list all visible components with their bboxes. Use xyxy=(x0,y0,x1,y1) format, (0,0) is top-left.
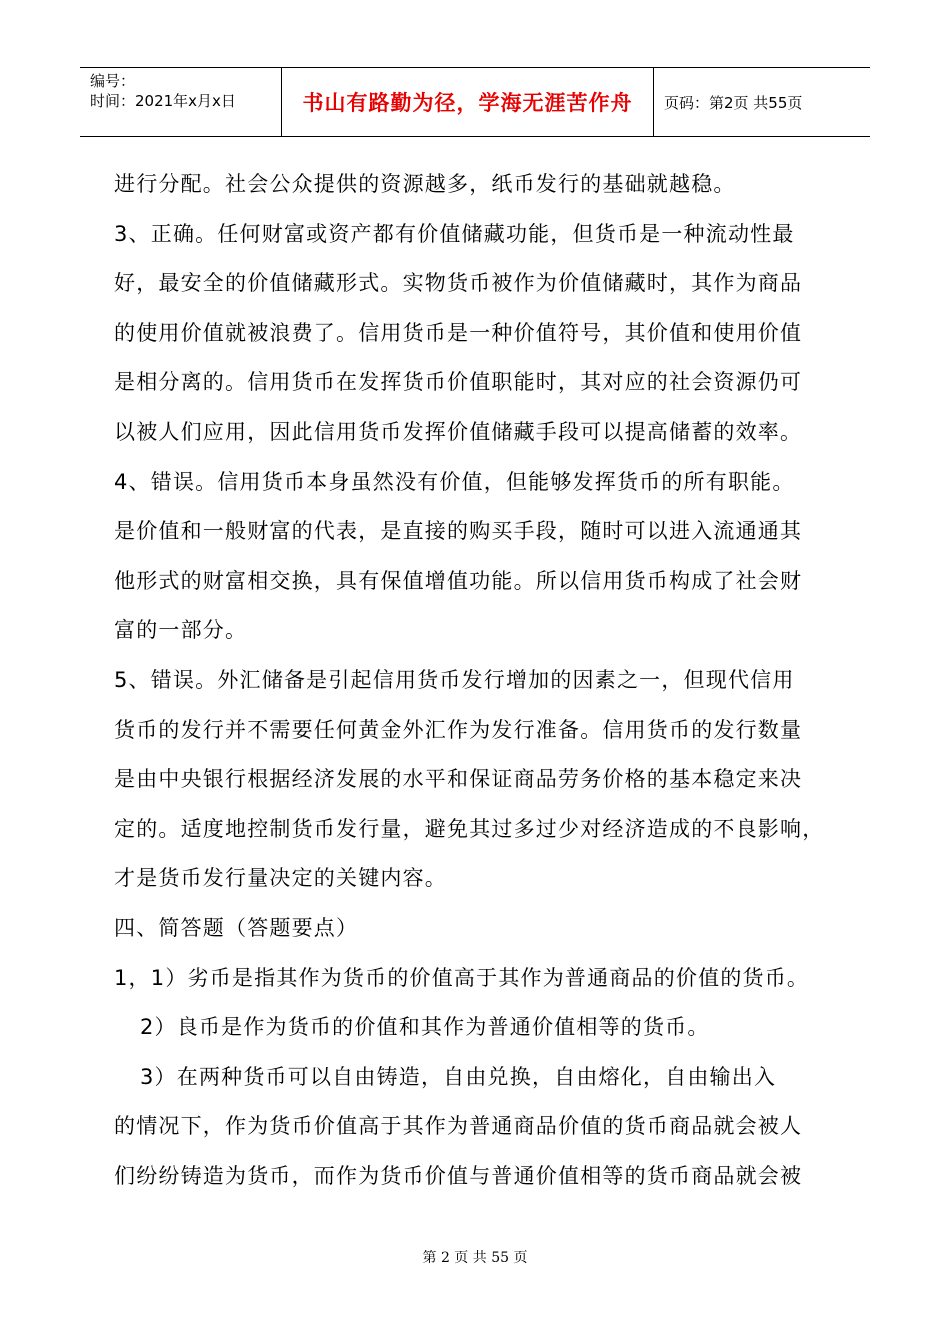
body-line: 富的一部分。 xyxy=(114,618,248,643)
body-line: 2）良币是作为货币的价值和其作为普通价值相等的货币。 xyxy=(140,1015,710,1040)
header-motto-cell xyxy=(282,68,654,136)
document-number-label: 编号： xyxy=(90,72,136,90)
body-line: 3、正确。任何财富或资产都有价值储藏功能，但货币是一种流动性最 xyxy=(114,221,795,246)
body-line: 定的。适度地控制货币发行量，避免其过多过少对经济造成的不良影响， xyxy=(114,816,825,841)
section-heading: 四、简答题（答题要点） xyxy=(114,915,359,940)
body-line: 货币的发行并不需要任何黄金外汇作为发行准备。信用货币的发行数量 xyxy=(114,717,803,742)
body-line: 是相分离的。信用货币在发挥货币价值职能时，其对应的社会资源仍可 xyxy=(114,370,803,395)
body-line: 是由中央银行根据经济发展的水平和保证商品劳务价格的基本稳定来决 xyxy=(114,767,803,792)
body-line: 们纷纷铸造为货币，而作为货币价值与普通价值相等的货币商品就会被 xyxy=(114,1163,803,1188)
body-line: 好，最安全的价值储藏形式。实物货币被作为价值储藏时，其作为商品 xyxy=(114,271,803,296)
header-meta-cell xyxy=(80,68,282,136)
body-line: 才是货币发行量决定的关键内容。 xyxy=(114,866,447,891)
header-motto: 书山有路勤为径，学海无涯苦作舟 xyxy=(302,91,633,115)
body-line: 1，1）劣币是指其作为货币的价值高于其作为普通商品的价值的货币。 xyxy=(114,965,810,990)
body-line: 他形式的财富相交换，具有保值增值功能。所以信用货币构成了社会财 xyxy=(114,568,803,593)
body-line: 的使用价值就被浪费了。信用货币是一种价值符号，其价值和使用价值 xyxy=(114,320,803,345)
document-time-label: 时间：2021年x月x日 xyxy=(90,92,236,110)
header-page-cell xyxy=(654,68,870,136)
header-page-info: 页码：第2页 共55页 xyxy=(664,93,803,112)
body-line: 是价值和一般财富的代表，是直接的购买手段，随时可以进入流通通其 xyxy=(114,519,803,544)
body-line: 5、错误。外汇储备是引起信用货币发行增加的因素之一，但现代信用 xyxy=(114,667,795,692)
header-table xyxy=(80,67,870,137)
body-line: 以被人们应用，因此信用货币发挥价值储藏手段可以提高储蓄的效率。 xyxy=(114,419,803,444)
body-line: 3）在两种货币可以自由铸造，自由兑换，自由熔化，自由输出入 xyxy=(140,1064,777,1089)
body-line: 进行分配。社会公众提供的资源越多，纸币发行的基础就越稳。 xyxy=(114,172,736,196)
page-footer: 第 2 页 共 55 页 xyxy=(422,1250,528,1266)
document-body xyxy=(114,160,834,1201)
body-line: 的情况下，作为货币价值高于其作为普通商品价值的货币商品就会被人 xyxy=(114,1114,803,1139)
body-line: 4、错误。信用货币本身虽然没有价值，但能够发挥货币的所有职能。 xyxy=(114,469,795,494)
